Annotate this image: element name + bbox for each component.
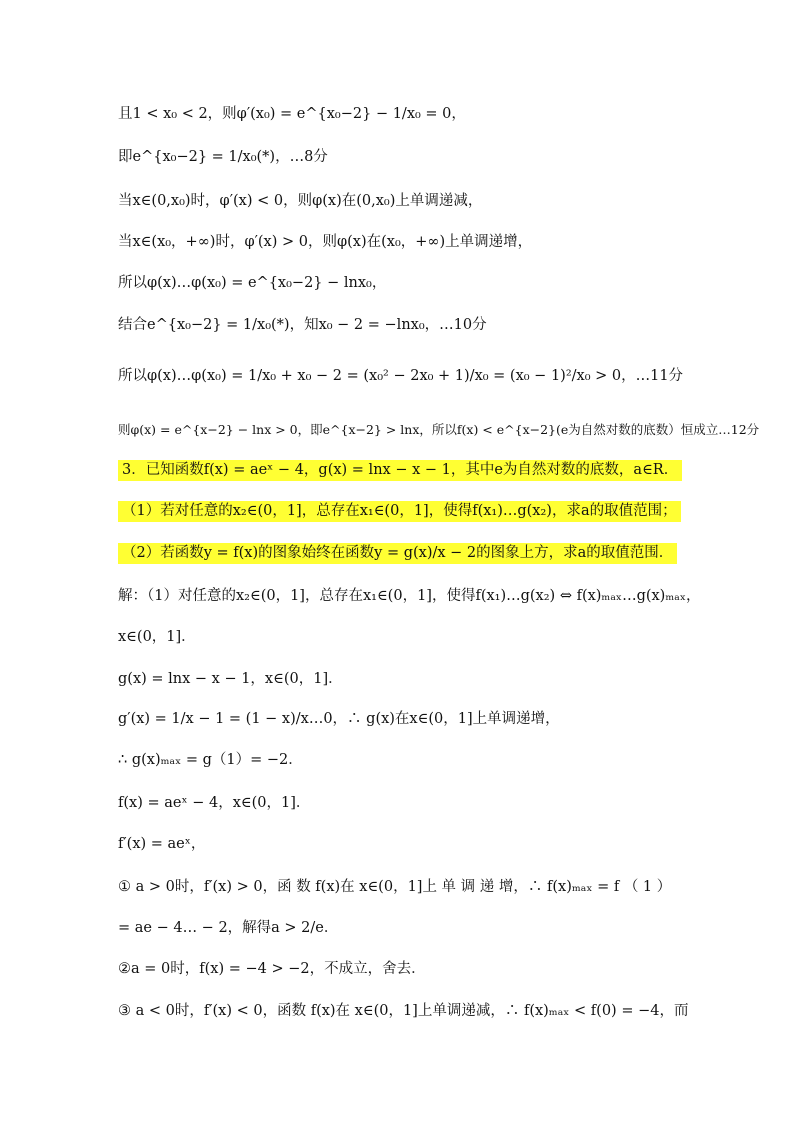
text-line: 当x∈(x₀，+∞)时，φ′(x) > 0，则φ(x)在(x₀，+∞)上单调递增， — [118, 234, 533, 250]
text-line: ∴ g(x)ₘₐₓ = g（1）= −2． — [118, 752, 303, 768]
sub-question-2 — [118, 542, 677, 564]
text-line: ②a = 0时，f(x) = −4 > −2，不成立，舍去． — [118, 961, 426, 977]
highlighted-text: （1）若对任意的x₂∈(0，1]，总存在x₁∈(0，1]，使得f(x₁)…g(x₂)，求a的取值范围； — [118, 501, 681, 522]
text-line: 则φ(x) = e^{x−2} − lnx > 0，即e^{x−2} > lnx，所以f(x) < e^{x−2}(e为自然对数的底数）恒成立…12分 — [118, 422, 760, 437]
highlighted-text: （2）若函数y = f(x)的图象始终在函数y = g(x)/x − 2的图象上方，求a的取值范围． — [118, 543, 677, 564]
problem-statement — [118, 459, 682, 481]
text-line: x∈(0，1]． — [118, 629, 196, 645]
text-line: 所以φ(x)…φ(x₀) = e^{x₀−2} − lnx₀， — [118, 275, 387, 291]
text-line: f(x) = aeˣ − 4，x∈(0，1]． — [118, 795, 311, 811]
sub-question-1 — [118, 500, 681, 522]
text-line: ① a > 0时，f′(x) > 0，函 数 f(x)在 x∈(0，1]上 单 调 递 增，∴ f(x)ₘₐₓ = f （ 1 ） — [118, 879, 672, 895]
text-line: 且1 < x₀ < 2，则φ′(x₀) = e^{x₀−2} − 1/x₀ = 0， — [118, 106, 466, 122]
text-line: f′(x) = aeˣ， — [118, 836, 206, 852]
text-line: 解：（1）对任意的x₂∈(0，1]，总存在x₁∈(0，1]，使得f(x₁)…g(x₂) ⇔ f(x)ₘₐₓ…g(x)ₘₐₓ， — [118, 588, 701, 604]
text-line: ③ a < 0时，f′(x) < 0，函数 f(x)在 x∈(0，1]上单调递减，∴ f(x)ₘₐₓ < f(0) = −4，而 — [118, 1003, 689, 1019]
highlighted-text: 3．已知函数f(x) = aeˣ − 4，g(x) = lnx − x − 1，其中e为自然对数的底数，a∈R． — [118, 460, 682, 481]
text-line: g(x) = lnx − x − 1，x∈(0，1]． — [118, 671, 343, 687]
text-line: = ae − 4… − 2，解得a > 2/e． — [118, 920, 339, 936]
text-line: 即e^{x₀−2} = 1/x₀(*)，…8分 — [118, 149, 328, 165]
text-line: 当x∈(0,x₀)时，φ′(x) < 0，则φ(x)在(0,x₀)上单调递减， — [118, 193, 483, 209]
text-line: g′(x) = 1/x − 1 = (1 − x)/x…0，∴ g(x)在x∈(0，1]上单调递增， — [118, 711, 560, 727]
text-line: 结合e^{x₀−2} = 1/x₀(*)，知x₀ − 2 = −lnx₀，…10分 — [118, 317, 487, 333]
text-line: 所以φ(x)…φ(x₀) = 1/x₀ + x₀ − 2 = (x₀² − 2x₀ + 1)/x₀ = (x₀ − 1)²/x₀ > 0，…11分 — [118, 368, 684, 384]
